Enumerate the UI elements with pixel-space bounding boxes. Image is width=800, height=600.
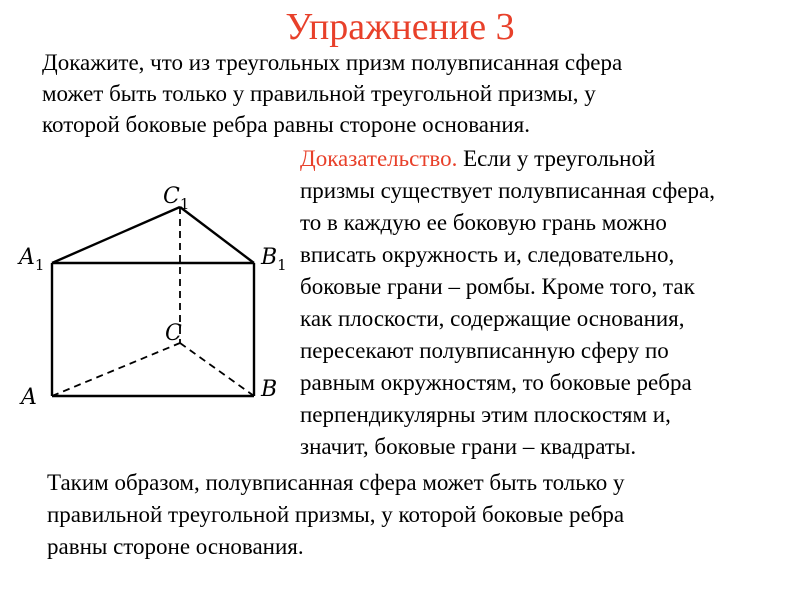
conclusion-line: равны стороне основания.: [47, 534, 304, 559]
slide-title: Упражнение 3: [285, 6, 515, 48]
task-line: Докажите, что из треугольных призм полувписанная сфера: [42, 50, 623, 75]
conclusion-block: [47, 467, 787, 563]
edge-a1-c1: [52, 207, 180, 263]
proof-line: вписать окружность и, следовательно,: [300, 242, 675, 267]
vertex-label-b1: B1: [261, 245, 287, 274]
proof-line: призмы существует полувписанная сфера,: [300, 178, 715, 203]
proof-first-line-text: Если у треугольной: [457, 146, 656, 171]
proof-label: Доказательство.: [300, 146, 458, 171]
proof-line: равным окружностям, то боковые ребра: [300, 370, 692, 395]
task-line: может быть только у правильной треугольной призмы, у: [42, 81, 596, 106]
vertex-label-c: C: [165, 321, 182, 346]
prism-figure: [15, 180, 295, 425]
proof-line: [300, 143, 795, 175]
task-statement: [42, 47, 782, 140]
vertex-label-b: B: [261, 377, 278, 402]
vertex-label-a1: A1: [19, 245, 45, 274]
proof-line: как плоскости, содержащие основания,: [300, 306, 685, 331]
proof-line: пересекают полувписанную сферу по: [300, 338, 669, 363]
task-line: которой боковые ребра равны стороне основания.: [42, 112, 530, 137]
vertex-label-c1: C1: [163, 184, 190, 213]
edge-a-c-hidden: [52, 343, 180, 396]
proof-line: перпендикулярны этим плоскостям и,: [300, 402, 671, 427]
proof-line: значит, боковые грани – квадраты.: [300, 434, 637, 459]
vertex-label-a: A: [21, 385, 37, 410]
edge-c1-b1: [180, 207, 254, 263]
proof-line: боковые грани – ромбы. Кроме того, так: [300, 274, 695, 299]
proof-block: [300, 143, 795, 463]
edge-c-b-hidden: [180, 343, 254, 396]
conclusion-line: правильной треугольной призмы, у которой боковые ребра: [47, 502, 625, 527]
proof-line: то в каждую ее боковую грань можно: [300, 210, 667, 235]
conclusion-line: Таким образом, полувписанная сфера может быть только у: [47, 470, 625, 495]
